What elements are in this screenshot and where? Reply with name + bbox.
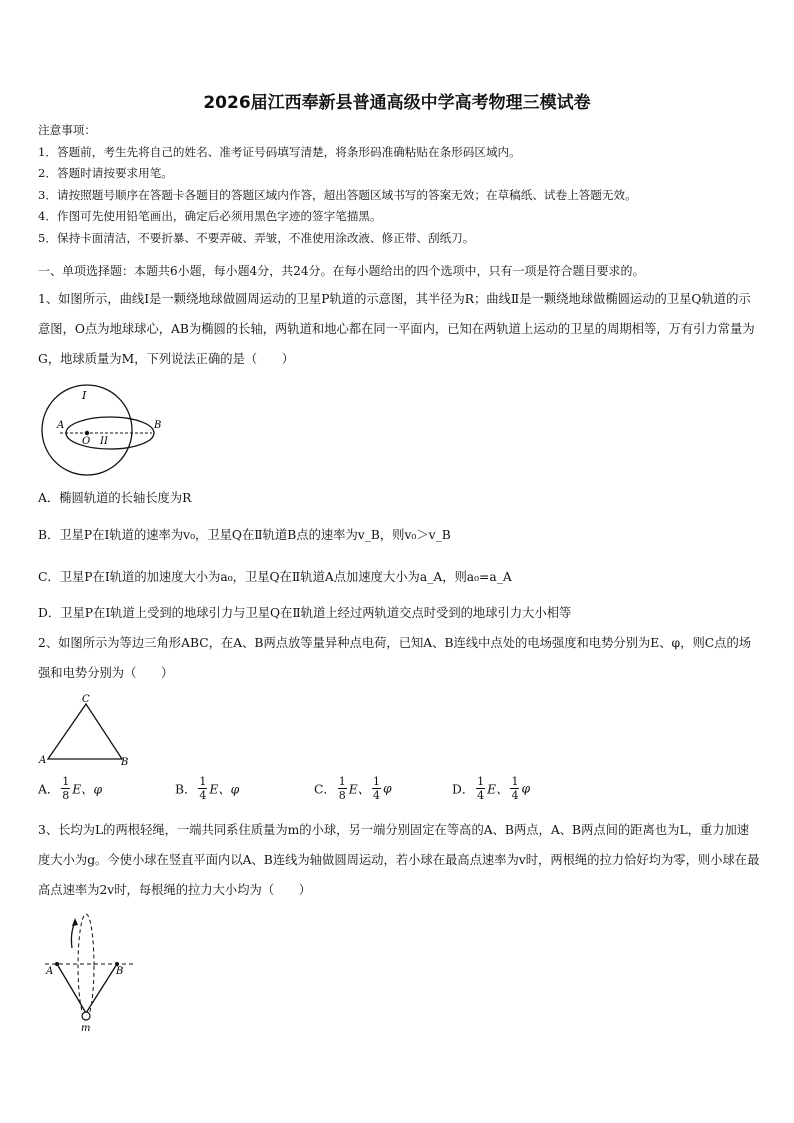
label-A: A xyxy=(46,966,54,977)
question-1-stem: 1、如图所示，曲线Ⅰ是一颗绕地球做圆周运动的卫星P轨道的示意图，其半径为R；曲线Ⅱ是一颗绕地球做椭圆运动的卫星Q轨道的示意图，O点为地球球心，AB为椭圆的长轴，两轨道和地心都在同一平面内，已知在两轨道上运动的卫星的周期相等，万有引力常量为G，地球质量为M，下列说法正确的是（ ） xyxy=(38,292,755,366)
q2-option-d: D． $\frac{1}{4}$ E、 $\frac{1}{4}$ φ xyxy=(452,775,531,802)
notice-item: 3．请按照题号顺序在答题卡各题目的答题区域内作答，超出答题区域书写的答案无效；在草稿纸、试卷上答题无效。 xyxy=(38,187,637,202)
notice-block xyxy=(38,120,768,249)
label-vertex-C: C xyxy=(82,694,90,705)
section-heading: 一、单项选择题：本题共6小题，每小题4分，共24分。在每小题给出的四个选项中，只有一项是符合题目要求的。 xyxy=(38,264,645,278)
orbit-diagram xyxy=(40,380,170,480)
label-point-A: A xyxy=(57,420,65,431)
fraction: $\frac{1}{8}$ xyxy=(338,775,346,802)
q1-option-d: D．卫星P在Ⅰ轨道上受到的地球引力与卫星Q在Ⅱ轨道上经过两轨道交点时受到的地球引力大小相等 xyxy=(38,606,572,620)
ball xyxy=(82,1012,90,1020)
rope-right xyxy=(86,964,117,1013)
question-2-stem: 2、如图所示为等边三角形ABC，在A、B两点放等量异种点电荷，已知A、B连线中点处的电场强度和电势分别为E、φ，则C点的场强和电势分别为（ ） xyxy=(38,636,752,680)
rope-left xyxy=(57,964,86,1013)
fraction: $\frac{1}{4}$ xyxy=(511,775,519,802)
notice-item: 4．作图可先使用铅笔画出，确定后必须用黑色字迹的签字笔描黑。 xyxy=(38,209,382,223)
rotation-arrow-head xyxy=(72,918,78,926)
q2-option-c: C． $\frac{1}{8}$ E、 $\frac{1}{4}$ φ xyxy=(314,775,392,802)
rotation-arrow xyxy=(71,922,75,948)
notice-item: 1．答题前，考生先将自己的姓名、准考证号码填写清楚，将条形码准确粘贴在条形码区域内。 xyxy=(38,144,521,159)
label-vertex-A: A xyxy=(39,755,47,766)
label-orbit-II: II xyxy=(100,436,108,447)
q1-option-b: B．卫星P在Ⅰ轨道的速率为v₀，卫星Q在Ⅱ轨道B点的速率为v_B，则v₀＞v_B xyxy=(38,528,451,542)
notice-item: 2．答题时请按要求用笔。 xyxy=(38,166,173,180)
q1-option-c: C．卫星P在Ⅰ轨道的加速度大小为a₀，卫星Q在Ⅱ轨道A点加速度大小为a_A，则a₀=a_A xyxy=(38,570,512,584)
label-center-O: O xyxy=(82,436,91,447)
earth-center-dot xyxy=(85,431,89,435)
label-vertex-B: B xyxy=(121,757,129,768)
q2-option-b: B． $\frac{1}{4}$ E、φ xyxy=(175,775,240,802)
q1-option-a: A．椭圆轨道的长轴长度为R xyxy=(38,491,192,505)
label-point-B: B xyxy=(154,420,162,431)
anchor-A-dot xyxy=(55,962,59,966)
label-B: B xyxy=(116,966,124,977)
page-title: 2026届江西奉新县普通高级中学高考物理三模试卷 xyxy=(203,93,591,113)
triangle-diagram xyxy=(36,692,136,768)
notice-heading: 注意事项： xyxy=(38,123,96,137)
fraction: $\frac{1}{4}$ xyxy=(199,775,207,802)
label-orbit-I: I xyxy=(82,389,87,402)
orbit-circle-I xyxy=(42,385,132,475)
notice-item: 5．保持卡面清洁，不要折暴、不要弄破、弄皱，不准使用涂改液、修正带、刮纸刀。 xyxy=(38,230,475,245)
pendulum-diagram xyxy=(40,908,140,1033)
question-3-stem: 3、长均为L的两根轻绳，一端共同系住质量为m的小球，另一端分别固定在等高的A、B两点，A、B两点间的距离也为L，重力加速度大小为g。今使小球在竖直平面内以A、B连线为轴做圆周运动，若小球在最高点速率为v时，两根绳的拉力恰好均为零，则小球在最高点速率为2v时，每根绳的拉力大小均为（ ） xyxy=(38,823,760,897)
fraction: $\frac{1}{4}$ xyxy=(373,775,380,802)
fraction: $\frac{1}{4}$ xyxy=(477,775,485,802)
label-m: m xyxy=(81,1023,91,1033)
equilateral-triangle xyxy=(48,704,122,759)
q2-option-a: A． $\frac{1}{8}$ E、φ xyxy=(38,775,103,802)
fraction: $\frac{1}{8}$ xyxy=(62,775,70,802)
